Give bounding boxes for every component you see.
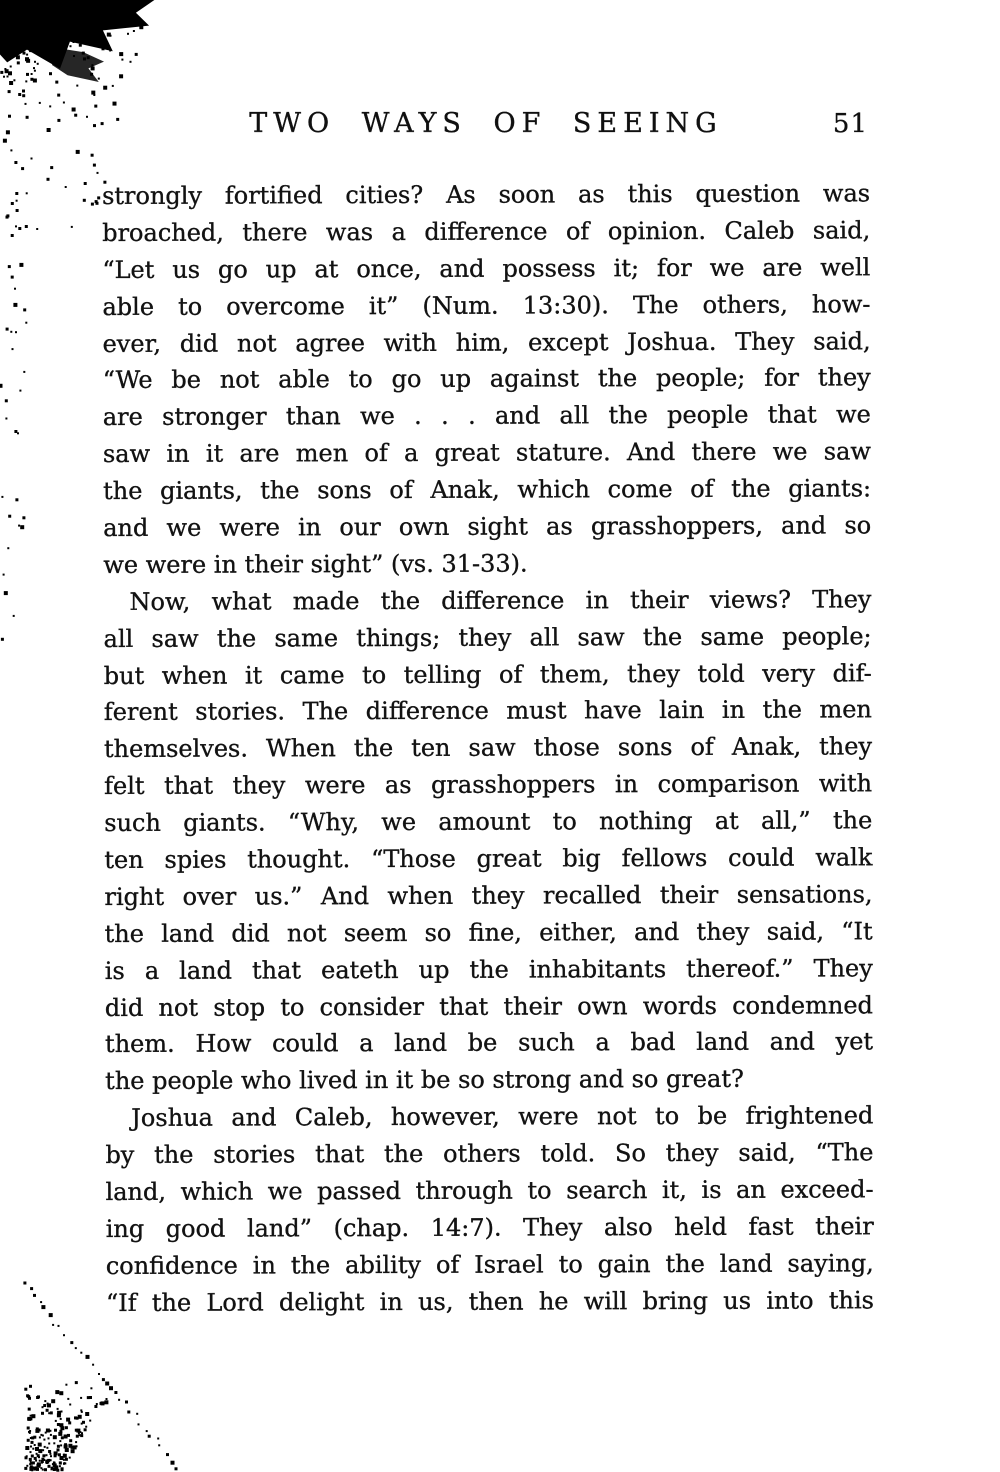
text-line: able to overcome it” (Num. 13:30). The others, how- <box>102 289 871 321</box>
text-line: are stronger than we . . . and all the people that we <box>102 400 871 432</box>
text-line: is a land that eateth up the inhabitants thereof.” They <box>104 954 873 985</box>
text-line: broached, there was a difference of opinion. Caleb said, <box>102 216 871 247</box>
text-line: ten spies thought. “Those great big fellows could walk <box>104 843 873 875</box>
text-line: we were in their sight” (vs. 31-33). <box>103 549 528 579</box>
text-line: strongly fortified cities? As soon as this question was <box>102 179 871 210</box>
text-line: the giants, the sons of Anak, which come of the giants: <box>103 474 872 506</box>
text-line: such giants. “Why, we amount to nothing at all,” the <box>104 806 873 838</box>
text-line: Now, what made the difference in their views? They <box>129 585 872 616</box>
text-line: felt that they were as grasshoppers in comparison with <box>104 769 873 801</box>
body-text <box>102 175 874 1321</box>
text-line: ferent stories. The difference must have lain in the men <box>103 695 872 727</box>
page-header <box>102 108 870 148</box>
text-line: ing good land” (chap. 14:7). They also held fast their <box>105 1212 874 1243</box>
chapter-title: TWO WAYS OF SEEING <box>249 108 723 139</box>
text-line: themselves. When the ten saw those sons of Anak, they <box>103 732 873 764</box>
text-line: ever, did not agree with him, except Joshua. They said, <box>102 326 871 358</box>
text-line: “Let us go up at once, and possess it; for we are well <box>102 253 871 284</box>
scan-smudge-top-left-2 <box>52 48 104 82</box>
text-line: the people who lived in it be so strong and so great? <box>105 1065 744 1096</box>
paragraph <box>102 175 871 583</box>
text-line: and we were in our own sight as grasshoppers, and so <box>103 511 872 543</box>
text-line: confidence in the ability of Israel to gain the land saying, <box>105 1249 874 1280</box>
paragraph <box>105 1098 874 1322</box>
text-line: all saw the same things; they all saw the same people; <box>103 622 872 653</box>
text-line: did not stop to consider that their own words condemned <box>104 990 873 1022</box>
text-line: the land did not seem so fine, either, and they said, “It <box>104 917 873 948</box>
text-line: saw in it are men of a great stature. And there we saw <box>102 437 872 469</box>
scan-scratch-diagonal <box>0 0 1 1</box>
text-line: them. How could a land be such a bad land and yet <box>104 1027 874 1059</box>
text-line: “We be not able to go up against the people; for they <box>102 363 871 395</box>
text-line: but when it came to telling of them, they told very dif- <box>103 658 872 690</box>
paragraph <box>103 581 873 1100</box>
text-line: Joshua and Caleb, however, were not to be frightened <box>131 1101 874 1133</box>
text-line: by the stories that the others told. So they said, “The <box>105 1138 874 1170</box>
text-line: “If the Lord delight in us, then he will bring us into this <box>105 1286 874 1317</box>
page-number: 51 <box>832 109 868 139</box>
text-line: right over us.” And when they recalled their sensations, <box>104 880 873 911</box>
text-line: land, which we passed through to search it, is an exceed- <box>105 1175 874 1207</box>
